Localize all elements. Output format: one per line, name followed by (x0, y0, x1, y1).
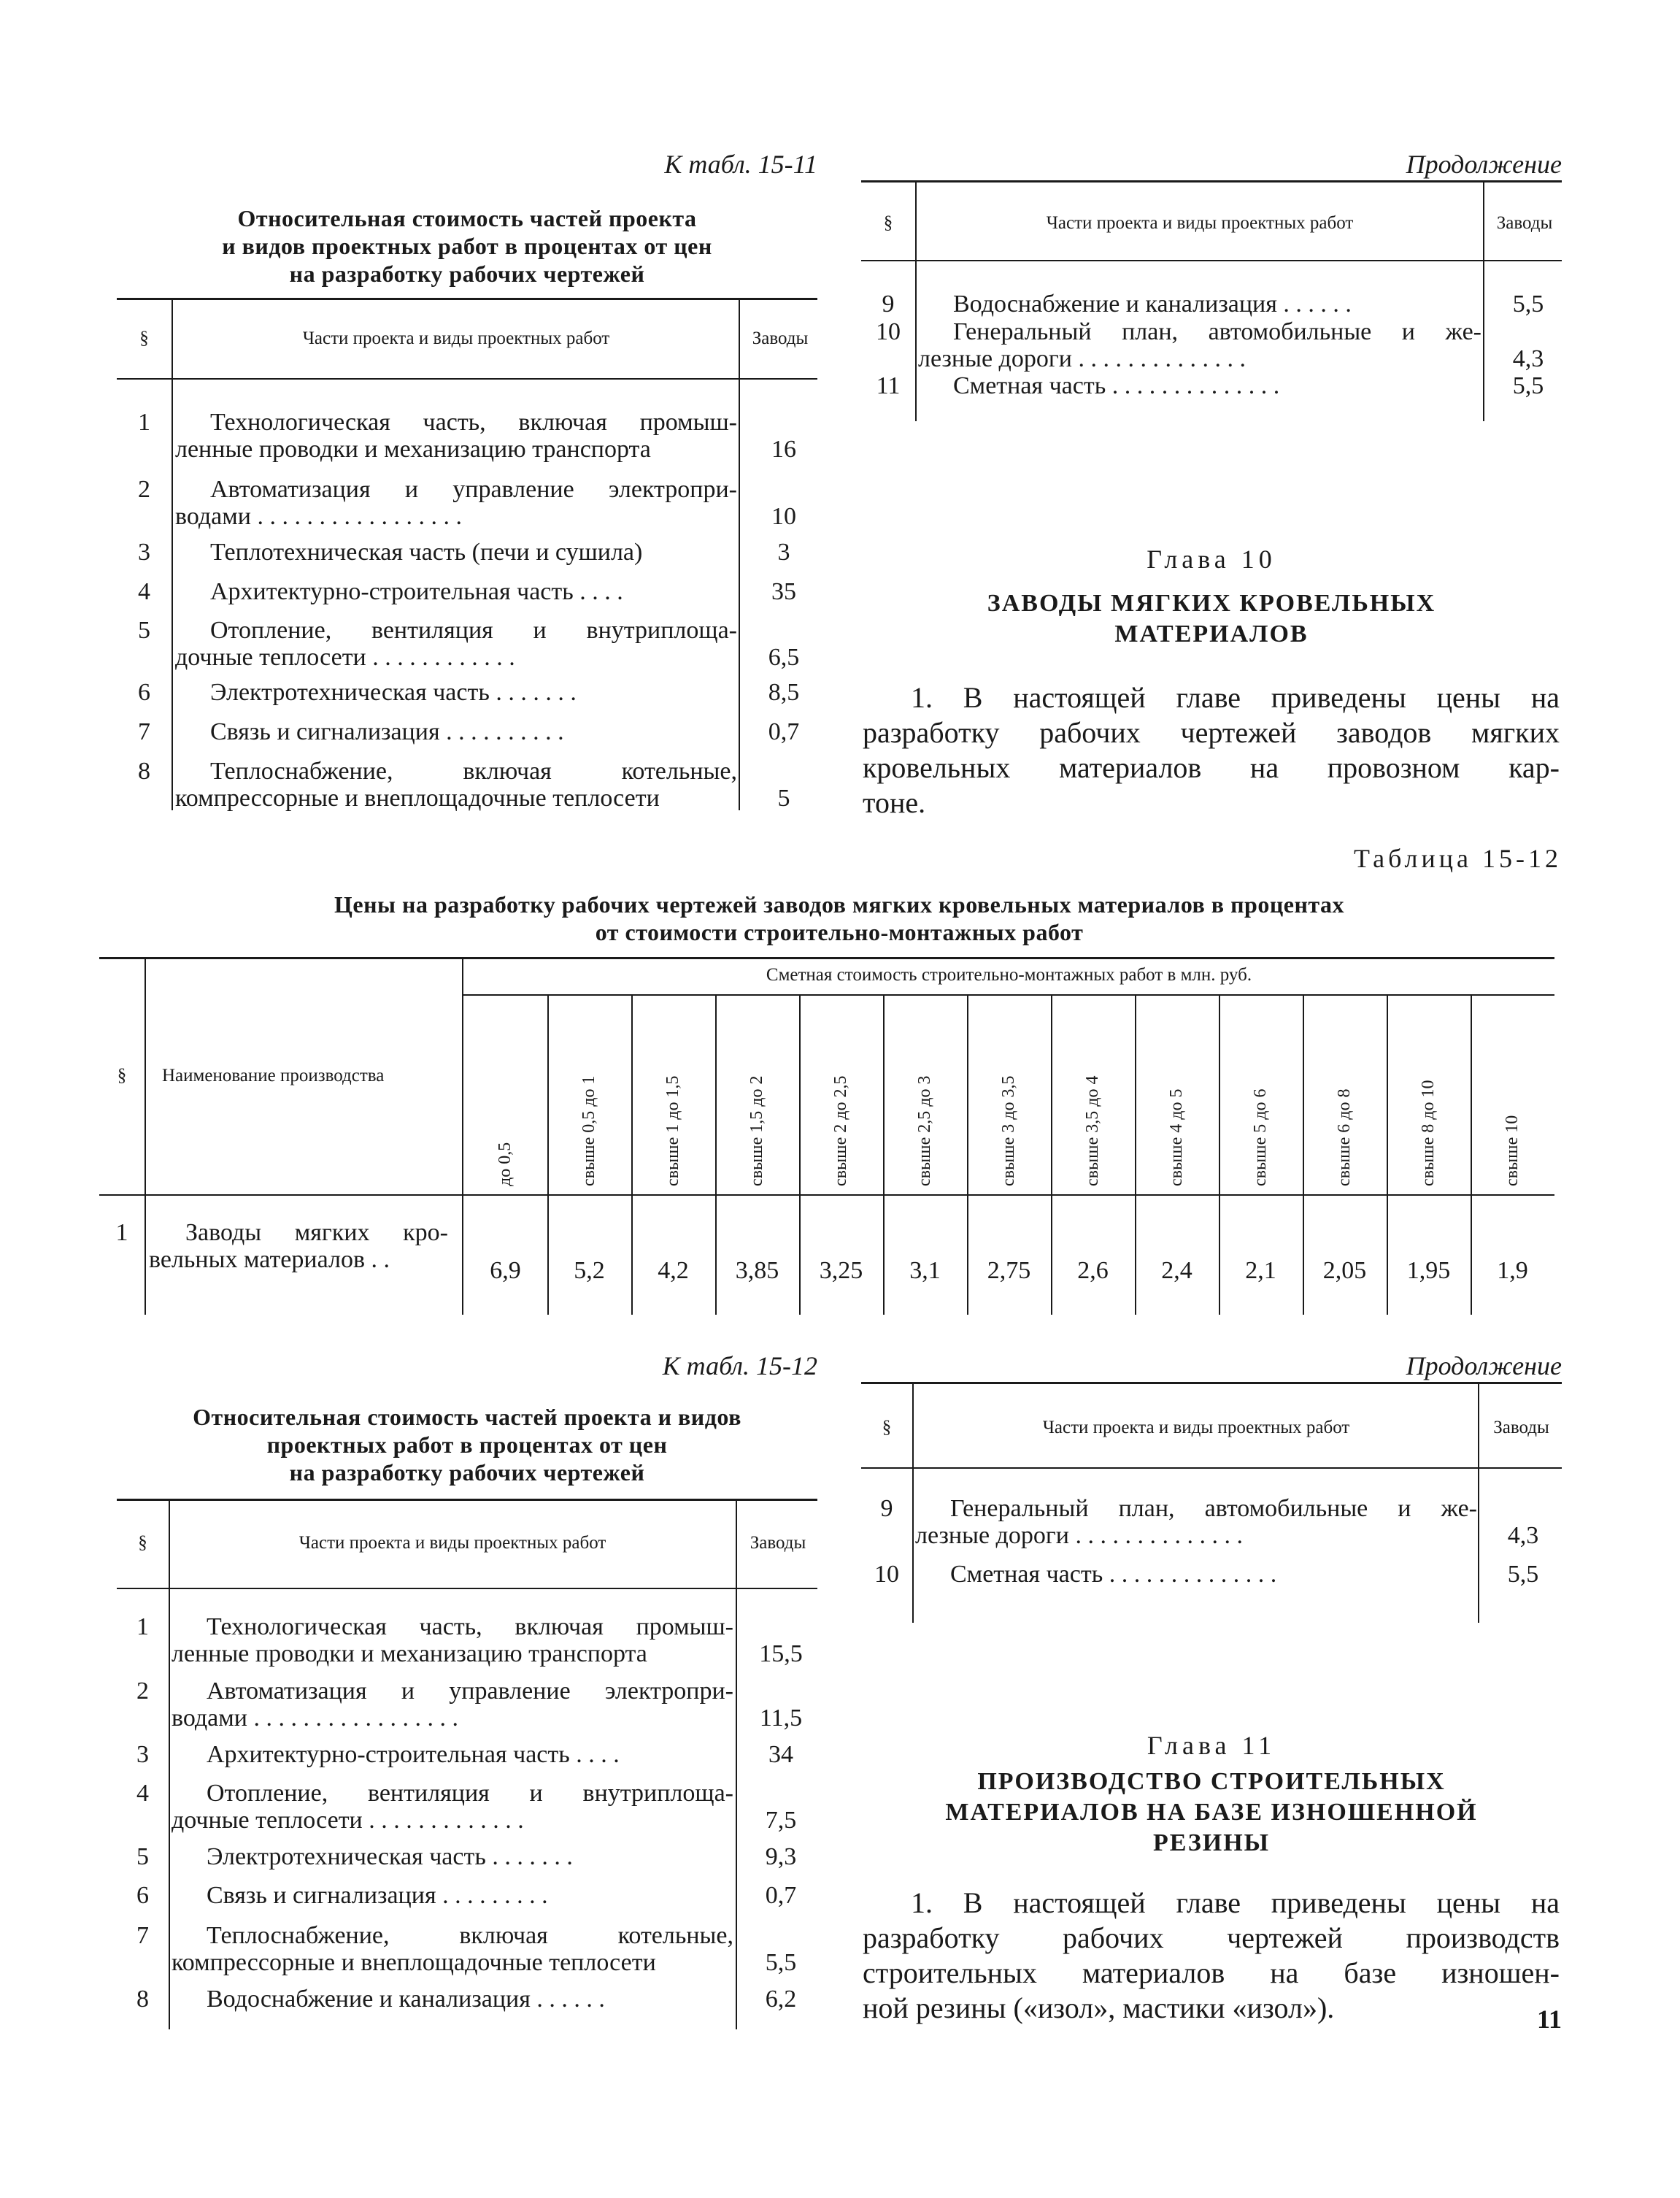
row-number: 10 (876, 318, 901, 345)
main-table-value: 3,1 (909, 1257, 941, 1284)
row-number: 11 (876, 372, 901, 399)
right-table-1-head-rule (861, 260, 1562, 261)
right-table-2-ref: Продолжение (1406, 1351, 1562, 1380)
main-table-value: 2,05 (1322, 1257, 1367, 1284)
main-table-value: 2,75 (987, 1257, 1031, 1284)
row-description: Автоматизация и управление электропри- водами . . . . . . . . . . . . . . . . . (172, 1678, 733, 1732)
row-value: 6,5 (768, 644, 800, 671)
main-table-column-header: свыше 4 до 5 (1166, 1088, 1186, 1186)
row-number: 4 (138, 578, 150, 605)
chapter-11-paragraph: 1. В настоящей главе приведены цены на разработку рабочих чертежей производств строительных материалов на базе изношен- ной резины («изол», мастики «изол»). (863, 1886, 1560, 2024)
row-value: 3 (777, 539, 790, 566)
row-description: Электротехническая часть . . . . . . . (207, 1843, 573, 1870)
row-value: 5,5 (1512, 291, 1544, 318)
main-table-header-group: Сметная стоимость строительно-монтажных работ в млн. руб. (766, 965, 1252, 985)
row-description: Теплоснабжение, включая котельные, компрессорные и внеплощадочные теплосети (175, 758, 737, 812)
main-table-value: 3,25 (819, 1257, 863, 1284)
main-table-group-rule (463, 994, 1554, 996)
row-description: Технологическая часть, включая промыш- ленные проводки и механизацию транспорта (172, 1613, 733, 1667)
row-description: Архитектурно-строительная часть . . . . (210, 578, 623, 605)
row-description: Отопление, вентиляция и внутриплоща- дочные теплосети . . . . . . . . . . . . (175, 617, 737, 671)
row-value: 0,7 (768, 718, 800, 745)
left-table-1-header-num: § (139, 328, 149, 348)
left-table-2-header-num: § (138, 1533, 147, 1553)
row-number: 6 (138, 679, 150, 706)
left-table-1-head-rule (117, 378, 817, 380)
main-table-column-header: свыше 1,5 до 2 (747, 1075, 766, 1186)
main-table-column-header: до 0,5 (495, 1142, 515, 1186)
row-description: Технологическая часть, включая промыш- ленные проводки и механизацию транспорта (175, 409, 737, 463)
row-description: Электротехническая часть . . . . . . . (210, 679, 577, 706)
row-description: Генеральный план, автомобильные и же- лезные дороги . . . . . . . . . . . . . . (918, 318, 1481, 372)
main-table-column-header: свыше 8 до 10 (1418, 1080, 1438, 1186)
row-description: Теплоснабжение, включая котельные, компрессорные и внеплощадочные теплосети (172, 1922, 733, 1976)
right-table-2-vline-1 (912, 1382, 914, 1623)
chapter-10-title: ЗАВОДЫ МЯГКИХ КРОВЕЛЬНЫХ МАТЕРИАЛОВ (987, 590, 1436, 648)
row-description: Архитектурно-строительная часть . . . . (207, 1741, 620, 1768)
right-table-2-header-value: Заводы (1493, 1418, 1549, 1437)
row-description: Водоснабжение и канализация . . . . . . (207, 1986, 605, 2013)
row-value: 5,5 (1512, 372, 1544, 399)
main-table-column-header: свыше 0,5 до 1 (579, 1075, 598, 1186)
right-table-1-top-rule (861, 180, 1562, 182)
left-table-1-vline-1 (172, 298, 173, 810)
left-table-1-ref: К табл. 15-11 (664, 150, 817, 179)
row-number: 7 (136, 1922, 149, 1949)
right-table-2-header-part: Части проекта и виды проектных работ (1042, 1418, 1350, 1437)
main-table-column-header: свыше 3,5 до 4 (1082, 1075, 1102, 1186)
right-table-1-header-part: Части проекта и виды проектных работ (1046, 213, 1354, 233)
row-description: Отопление, вентиляция и внутриплоща- дочные теплосети . . . . . . . . . . . . . (172, 1780, 733, 1834)
row-number: 5 (136, 1843, 149, 1870)
left-table-2-head-rule (117, 1588, 817, 1589)
row-number: 2 (138, 476, 150, 503)
main-table-header-num: § (117, 1066, 127, 1085)
row-value: 35 (771, 578, 796, 605)
row-value: 4,3 (1507, 1522, 1539, 1549)
main-table-value: 1,9 (1497, 1257, 1528, 1284)
main-table-value: 5,2 (574, 1257, 605, 1284)
left-table-2-ref: К табл. 15-12 (662, 1351, 817, 1380)
main-table-value: 1,95 (1406, 1257, 1451, 1284)
row-value: 0,7 (765, 1882, 797, 1909)
left-table-1-title: Относительная стоимость частей проекта и видов проектных работ в процентах от цен на разработку рабочих чертежей (222, 205, 712, 287)
row-number: 2 (136, 1678, 149, 1705)
right-table-1-vline-1 (915, 180, 917, 421)
main-table-header-name: Наименование производства (162, 1066, 385, 1085)
left-table-1-header-part: Части проекта и виды проектных работ (302, 328, 610, 348)
row-value: 5,5 (1507, 1561, 1539, 1588)
main-table-value: 2,1 (1245, 1257, 1276, 1284)
row-number: 6 (136, 1882, 149, 1909)
left-table-2-header-part: Части проекта и виды проектных работ (298, 1533, 606, 1553)
row-description: Сметная часть . . . . . . . . . . . . . . (950, 1561, 1277, 1588)
left-table-1-top-rule (117, 298, 817, 300)
chapter-10-paragraph: 1. В настоящей главе приведены цены на разработку рабочих чертежей заводов мягких кровельных материалов на провозном кар- тоне. (863, 681, 1560, 819)
left-table-2-vline-1 (169, 1499, 170, 2029)
main-table-value: 4,2 (658, 1257, 689, 1284)
main-table-top-rule (99, 957, 1554, 959)
row-value: 34 (768, 1741, 793, 1768)
left-table-2-header-value: Заводы (750, 1533, 806, 1553)
main-table-column-header: свыше 10 (1502, 1115, 1522, 1186)
right-table-1-ref: Продолжение (1406, 150, 1562, 179)
row-value: 8,5 (768, 679, 800, 706)
row-number: 9 (882, 291, 895, 318)
main-table-title: Цены на разработку рабочих чертежей заводов мягких кровельных материалов в процентах от стоимости строительно-монтажных работ (334, 891, 1344, 945)
main-table-column-header: свыше 6 до 8 (1334, 1088, 1354, 1186)
chapter-10-label: Глава 10 (1147, 545, 1276, 574)
row-value: 15,5 (759, 1640, 803, 1667)
main-table-vline-num (145, 957, 146, 1315)
row-description: Водоснабжение и канализация . . . . . . (953, 291, 1352, 318)
row-description: Сметная часть . . . . . . . . . . . . . . (953, 372, 1280, 399)
right-table-1-header-value: Заводы (1496, 213, 1553, 233)
row-number: 3 (138, 539, 150, 566)
row-value: 6,2 (765, 1986, 797, 2013)
row-value: 16 (771, 436, 796, 463)
row-number: 5 (138, 617, 150, 644)
row-number: 1 (136, 1613, 149, 1640)
right-table-2-top-rule (861, 1382, 1562, 1384)
main-table-value: 3,85 (735, 1257, 779, 1284)
row-number: 7 (138, 718, 150, 745)
main-table-label: Таблица 15-12 (1354, 844, 1562, 873)
main-table-column-header: свыше 2,5 до 3 (914, 1075, 934, 1186)
left-table-2-top-rule (117, 1499, 817, 1501)
row-number: 1 (138, 409, 150, 436)
row-number: 10 (874, 1561, 899, 1588)
main-table-column-header: свыше 3 до 3,5 (998, 1075, 1018, 1186)
row-description: Генеральный план, автомобильные и же- лезные дороги . . . . . . . . . . . . . . (915, 1495, 1477, 1549)
page-number: 11 (1536, 2005, 1562, 2034)
main-table-value: 6,9 (490, 1257, 521, 1284)
row-value: 10 (771, 503, 796, 530)
right-table-2-head-rule (861, 1467, 1562, 1469)
row-number: 4 (136, 1780, 149, 1807)
main-table-value: 2,6 (1077, 1257, 1109, 1284)
main-table-column-header: свыше 5 до 6 (1250, 1088, 1270, 1186)
row-value: 9,3 (765, 1843, 797, 1870)
right-table-1-header-num: § (883, 213, 893, 233)
row-number: 8 (138, 758, 150, 785)
left-table-2-title: Относительная стоимость частей проекта и видов проектных работ в процентах от цен на разработку рабочих чертежей (193, 1404, 741, 1486)
chapter-11-label: Глава 11 (1147, 1731, 1276, 1760)
row-value: 7,5 (765, 1807, 797, 1834)
row-value: 11,5 (759, 1705, 803, 1732)
row-description: Автоматизация и управление электропри- водами . . . . . . . . . . . . . . . . . (175, 476, 737, 530)
right-table-2-header-num: § (882, 1418, 892, 1437)
row-value: 5,5 (765, 1949, 797, 1976)
main-table-head-rule (99, 1194, 1554, 1196)
main-table-row-name: Заводы мягких кро- вельных материалов . . (149, 1219, 448, 1273)
row-description: Связь и сигнализация . . . . . . . . . . (210, 718, 564, 745)
chapter-11-title: ПРОИЗВОДСТВО СТРОИТЕЛЬНЫХ МАТЕРИАЛОВ НА БАЗЕ ИЗНОШЕННОЙ РЕЗИНЫ (945, 1768, 1478, 1856)
row-number: 9 (880, 1495, 893, 1522)
main-table-column-header: свыше 1 до 1,5 (663, 1075, 682, 1186)
main-table-column-header: свыше 2 до 2,5 (831, 1075, 850, 1186)
row-description: Связь и сигнализация . . . . . . . . . (207, 1882, 548, 1909)
row-description: Теплотехническая часть (печи и сушила) (210, 539, 643, 566)
row-value: 4,3 (1512, 345, 1544, 372)
row-number: 8 (136, 1986, 149, 2013)
main-table-row-num: 1 (115, 1219, 128, 1246)
left-table-1-header-value: Заводы (752, 328, 809, 348)
main-table-value: 2,4 (1161, 1257, 1192, 1284)
row-number: 3 (136, 1741, 149, 1768)
row-value: 5 (777, 785, 790, 812)
